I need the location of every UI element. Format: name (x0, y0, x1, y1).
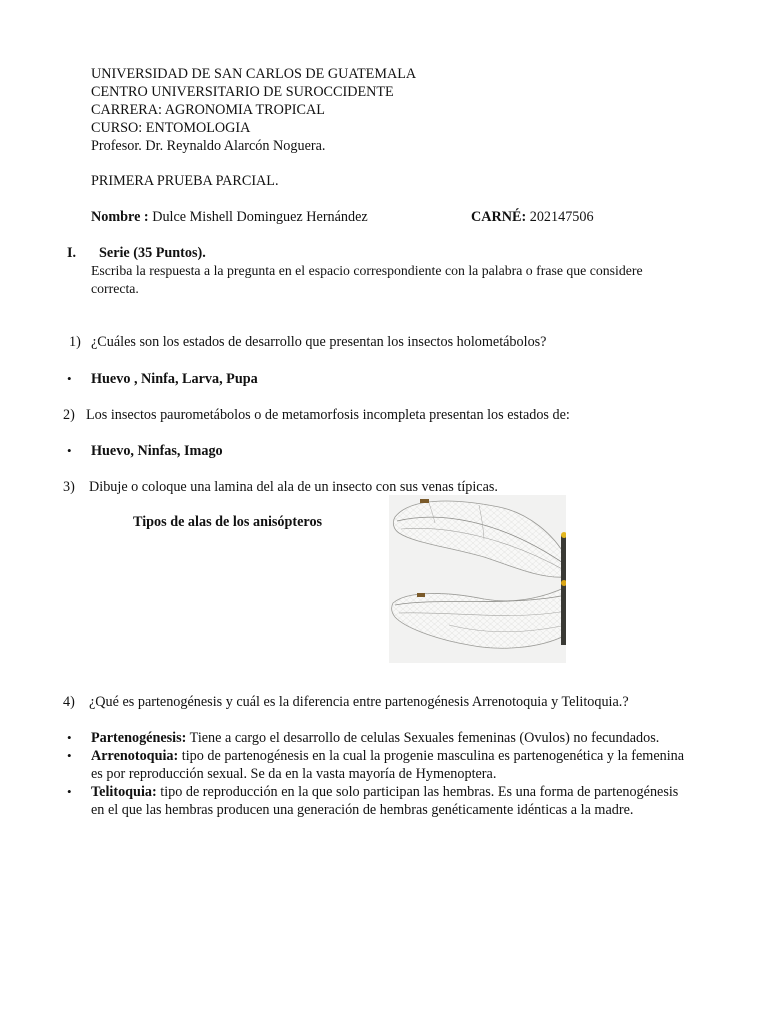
question-4-number: 4) (63, 694, 75, 710)
definition-text: tipo de partenogénesis en la cual la progenie masculina es partenogenética y la femenina (178, 748, 685, 764)
bullet-marker: • (67, 730, 72, 745)
bullet-marker: • (67, 371, 72, 386)
wing-caption: Tipos de alas de los anisópteros (133, 514, 323, 530)
bullet-marker: • (67, 784, 72, 799)
carne-label: CARNÉ: (471, 209, 527, 225)
student-carne-row (471, 208, 594, 226)
header-professor: Profesor. Dr. Reynaldo Alarcón Noguera. (91, 138, 326, 154)
section-title: Serie (35 Puntos). (99, 245, 206, 261)
question-1-text: ¿Cuáles son los estados de desarrollo que presentan los insectos holometábolos? (91, 334, 547, 350)
definition-telitoquia (91, 783, 678, 801)
term-arrenotoquia: Arrenotoquia: (91, 748, 179, 764)
question-4-text: ¿Qué es partenogénesis y cuál es la diferencia entre partenogénesis Arrenotoquia y Telitoquia.? (89, 694, 629, 710)
header-university: UNIVERSIDAD DE SAN CARLOS DE GUATEMALA (91, 66, 417, 82)
header-course: CURSO: ENTOMOLOGIA (91, 120, 251, 136)
definition-partenogenesis (91, 729, 659, 747)
name-label: Nombre : (91, 209, 149, 225)
definition-telitoquia-cont: en el que las hembras producen una generación de hembras genéticamente idénticas a la madre. (91, 802, 634, 818)
question-1-number: 1) (69, 334, 81, 350)
exam-title: PRIMERA PRUEBA PARCIAL. (91, 173, 279, 189)
dragonfly-wings-image (389, 495, 566, 663)
answer-2: Huevo, Ninfas, Imago (91, 443, 223, 459)
question-2-number: 2) (63, 407, 75, 423)
definition-arrenotoquia-cont: es por reproducción sexual. Se da en la vasta mayoría de Hymenoptera. (91, 766, 497, 782)
definition-text: Tiene a cargo el desarrollo de celulas Sexuales femeninas (Ovulos) no fecundados. (186, 730, 660, 746)
wing-illustration-icon (389, 495, 566, 663)
term-telitoquia: Telitoquia: (91, 784, 157, 800)
header-career: CARRERA: AGRONOMIA TROPICAL (91, 102, 325, 118)
section-numeral: I. (67, 245, 77, 261)
section-instructions-2: correcta. (91, 281, 139, 296)
term-partenogenesis: Partenogénesis: (91, 730, 187, 746)
definition-arrenotoquia (91, 747, 684, 765)
question-2-text: Los insectos paurometábolos o de metamorfosis incompleta presentan los estados de: (86, 407, 570, 423)
answer-1: Huevo , Ninfa, Larva, Pupa (91, 371, 258, 387)
bullet-marker: • (67, 748, 72, 763)
name-value: Dulce Mishell Dominguez Hernández (152, 209, 368, 225)
bullet-marker: • (67, 443, 72, 458)
carne-value: 202147506 (529, 209, 594, 225)
question-3-number: 3) (63, 479, 75, 495)
question-3-text: Dibuje o coloque una lamina del ala de un insecto con sus venas típicas. (89, 479, 498, 495)
student-name-row (91, 208, 368, 226)
section-instructions-1: Escriba la respuesta a la pregunta en el espacio correspondiente con la palabra o frase que considere (91, 263, 643, 278)
definition-text: tipo de reproducción en la que solo participan las hembras. Es una forma de partenogénesis (156, 784, 679, 800)
header-center: CENTRO UNIVERSITARIO DE SUROCCIDENTE (91, 84, 394, 100)
